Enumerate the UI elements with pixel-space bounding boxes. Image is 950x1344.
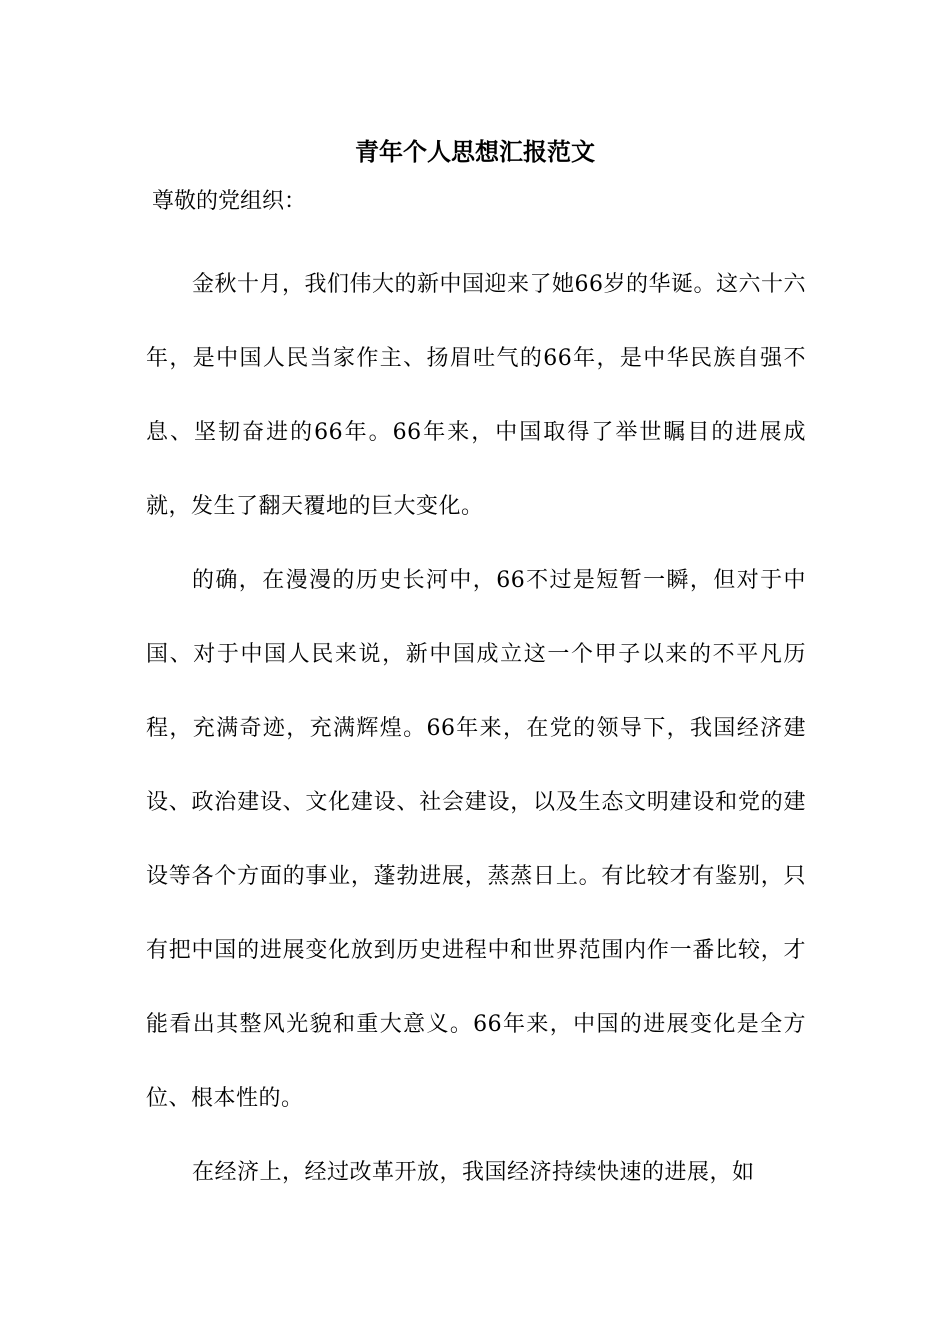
document-title: 青年个人思想汇报范文: [355, 137, 595, 166]
paragraph-2: 的确，在漫漫的历史长河中，66不过是短暂一瞬，但对于中国、对于中国人民来说，新中国成立这一个甲子以来的不平凡历程，充满奇迹，充满辉煌。66年来，在党的领导下，我国经济建设、政治建设、文化建设、社会建设，以及生态文明建设和党的建设等各个方面的事业，蓬勃进展，蒸蒸日上。有比较才有鉴别，只有把中国的进展变化放到历史进程中和世界范围内作一番比较，才能看出其整风光貌和重大意义。66年来，中国的进展变化是全方位、根本性的。: [146, 568, 806, 1111]
salutation: 尊敬的党组织：: [152, 189, 307, 214]
paragraph-1: 金秋十月，我们伟大的新中国迎来了她66岁的华诞。这六十六年，是中国人民当家作主、扬眉吐气的66年，是中华民族自强不息、坚韧奋进的66年。66年来，中国取得了举世瞩目的进展成就，发生了翻天覆地的巨大变化。: [146, 272, 806, 519]
document-body: [146, 248, 806, 1210]
paragraph-3: 在经济上，经过改革开放，我国经济持续快速的进展，如: [192, 1160, 755, 1185]
